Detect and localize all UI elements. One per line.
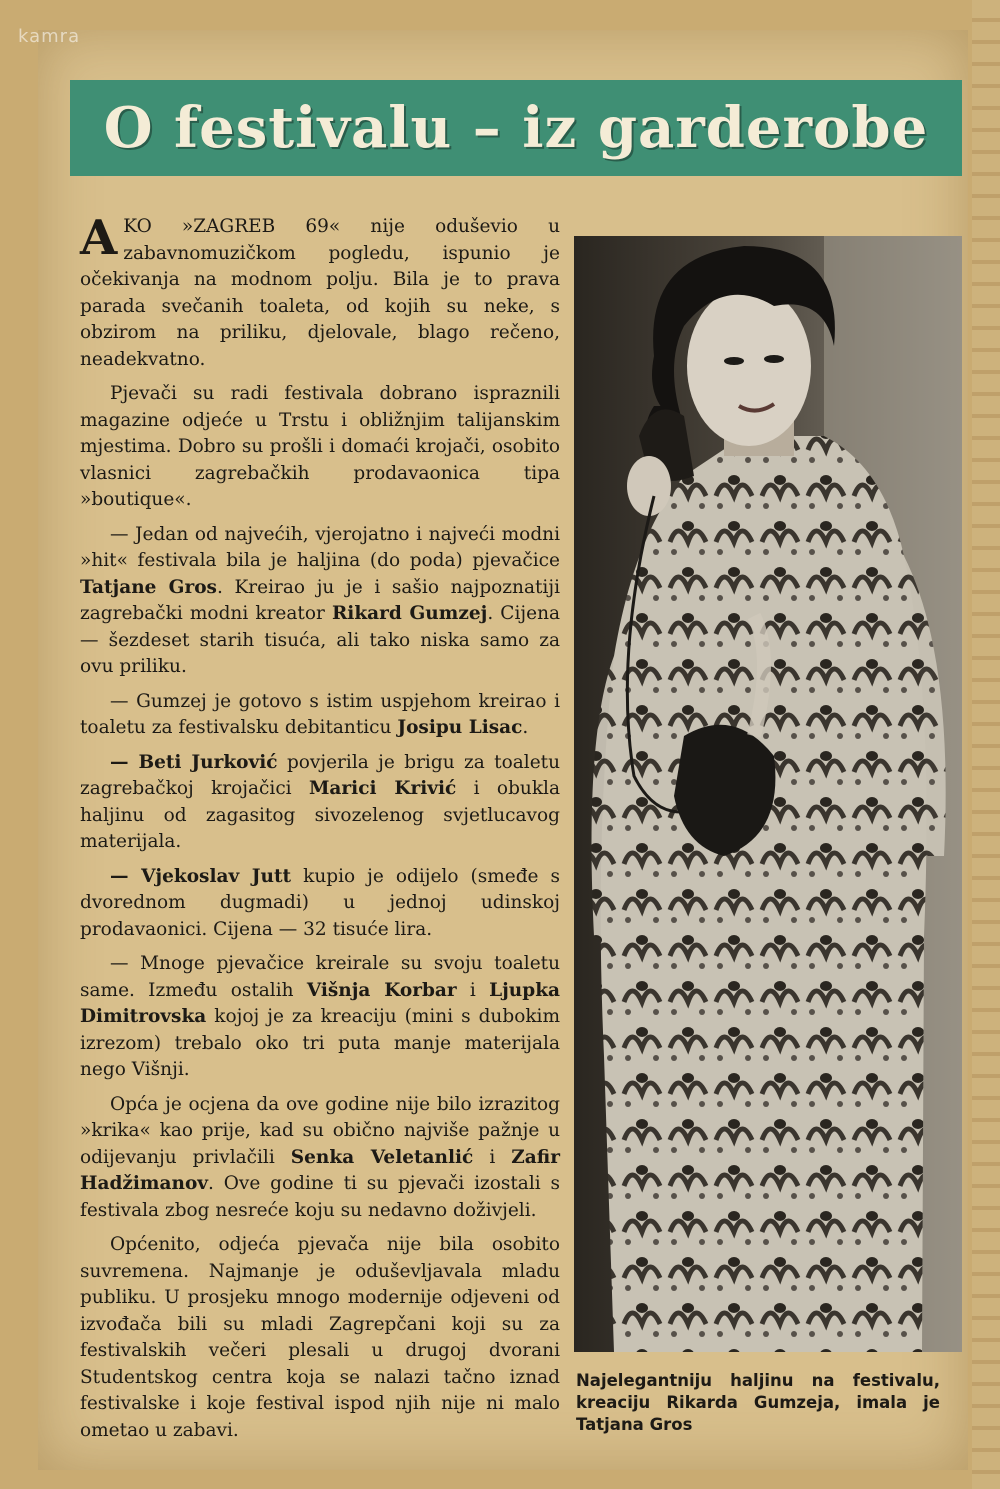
bold-name: — Vjekoslav Jutt: [110, 865, 292, 887]
article-paragraph: [80, 381, 560, 514]
text-run: i obukla haljinu od zagasitog sivozelenog svjetlucavog materijala.: [80, 778, 560, 852]
text-run: Opća je ocjena da ove godine nije bilo izrazitog »krika« kao prije, kad su obično najviše pažnje u odijevanju privlačili: [80, 1093, 560, 1168]
text-run: .: [522, 717, 529, 738]
text-run: Pjevači su radi festivala dobrano ispraznili magazine odjeće u Trstu i obližnjim talijanskim mjestima. Dobro su prošli i domaći krojači, osobito vlasnici zagrebačkih prodavaonica tipa »boutique«.: [80, 383, 560, 510]
adjacent-page-edge: [972, 0, 1000, 1489]
headline-banner: [70, 80, 962, 176]
text-run: i: [456, 979, 490, 1001]
watermark-text: kamra: [18, 26, 81, 47]
article-paragraph: [80, 864, 560, 944]
drop-cap: A: [80, 210, 118, 266]
bold-name: Marici Krivić: [308, 778, 457, 799]
article-body: [80, 210, 561, 1452]
text-run: . Kreirao ju je i sašio najpoznatiji zagrebački modni kreator: [80, 576, 560, 624]
bold-name: Zafir Hadžimanov: [80, 1146, 560, 1194]
article-paragraph: [80, 689, 560, 742]
text-run: Općenito, odjeća pjevača nije bila osobito suvremena. Najmanje je oduševljavala mladu publiku. U prosjeku mnogo modernije odjeveni od izvođača bili su mladi Zagrepčani koji su za festivalskih večeri plesali u drugoj dvorani Studentskog centra koja se nalazi tačno iznad festivalske i koje festival ispod njih nije ni malo ometao u zabavi.: [80, 1234, 560, 1441]
photo-caption: Najelegantniju haljinu na festivalu, kreaciju Rikarda Gumzeja, imala je Tatjana Gros: [576, 1371, 940, 1434]
bold-name: Rikard Gumzej: [331, 603, 488, 624]
text-run: . Cijena — šezdeset starih tisuća, ali tako niska samo za ovu priliku.: [80, 603, 561, 677]
text-run: KO »ZAGREB 69« nije oduševio u zabavnomuzičkom pogledu, ispunio je očekivanja na modnom polju. Bila je to prava parada svečanih toaleta, od kojih su neke, s obzirom na priliku, djelovale, blago rečeno, neadekvatno.: [80, 216, 560, 370]
article-paragraph: [80, 750, 560, 856]
text-run: i: [473, 1146, 512, 1168]
article-paragraph: [80, 210, 560, 373]
article-photo: [574, 236, 962, 1352]
article-paragraph: [80, 522, 560, 681]
text-run: . Ove godine ti su pjevači izostali s festivala zbog nesreće koju su nedavno doživjeli.: [80, 1173, 560, 1221]
text-run: kojoj je za kreaciju (mini s dubokim izrezom) trebalo oko tri puta manje materijala nego Višnji.: [80, 1006, 560, 1080]
article-paragraph: [80, 1092, 560, 1225]
bold-name: Ljupka Dimitrovska: [80, 979, 561, 1027]
bold-name: Senka Veletanlić: [290, 1146, 474, 1168]
photo-woman-telephone: [574, 236, 962, 1352]
bold-name: Tatjane Gros: [80, 576, 217, 598]
text-run: — Jedan od najvećih, vjerojatno i najveći modni »hit« festivala bila je haljina (do poda) pjevačice: [80, 523, 560, 571]
bold-name: Višnja Korbar: [306, 979, 457, 1001]
article-paragraph: [80, 1232, 560, 1444]
text-run: — Mnoge pjevačice kreirale su svoju toaletu same. Između ostalih: [80, 953, 560, 1001]
article-paragraph: [80, 951, 560, 1084]
text-run: kupio je odijelo (smeđe s dvorednom dugmadi) u jednoj udinskoj prodavaonici. Cijena — 32 tisuće lira.: [80, 865, 561, 940]
bold-name: Josipu Lisac: [397, 717, 523, 738]
bold-name: — Beti Jurković: [110, 751, 278, 773]
headline: O festivalu – iz garderobe: [103, 95, 929, 161]
text-run: — Gumzej je gotovo s istim uspjehom kreirao i toaletu za festivalsku debitanticu: [80, 690, 560, 738]
text-run: povjerila je brigu za toaletu zagrebačkoj krojačici: [80, 751, 560, 799]
